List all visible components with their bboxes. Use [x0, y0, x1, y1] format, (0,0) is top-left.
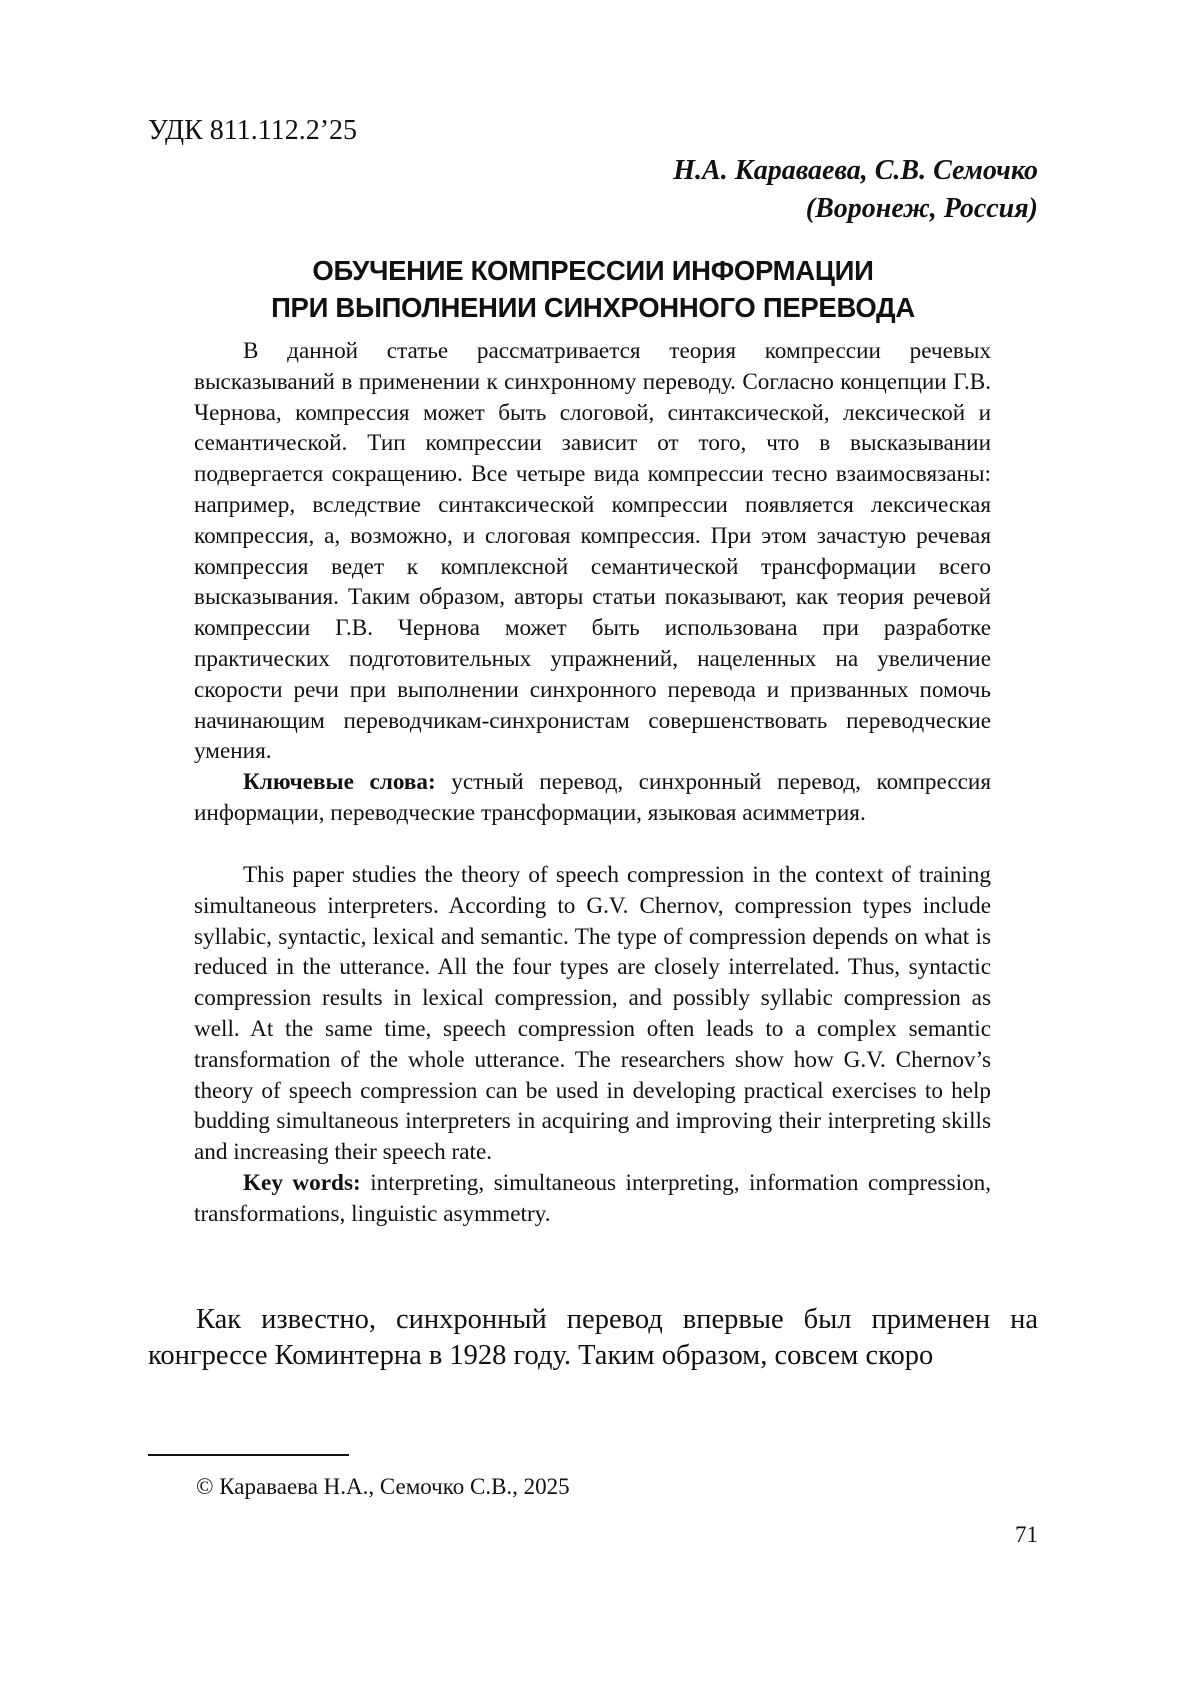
title-line-2: ПРИ ВЫПОЛНЕНИИ СИНХРОННОГО ПЕРЕВОДА	[148, 289, 1038, 326]
article-title	[148, 252, 1038, 326]
keywords-en-label: Key words:	[243, 1170, 361, 1196]
article-page	[0, 0, 1200, 1703]
authors-location: (Воронеж, Россия)	[560, 190, 1038, 228]
page-number: 71	[1015, 1520, 1038, 1550]
udk-code: УДК 811.112.2’25	[148, 114, 357, 148]
abstract-ru-text: В данной статье рассматривается теория компрессии речевых высказываний в применении к синхронному переводу. Согласно концепции Г.В. Чернова, компрессия может быть слоговой, синтаксической, лексической и семантической. Тип компрессии зависит от того, что в высказывании подвергается сокращению. Все четыре вида компрессии тесно взаимосвязаны: например, вследствие синтаксической компрессии появляется лексическая компрессия, а, возможно, и слоговая компрессия. При этом зачастую речевая компрессия ведет к комплексной семантической трансформации всего высказывания. Таким образом, авторы статьи показывают, как теория речевой компрессии Г.В. Чернова может быть использована при разработке практических подготовительных упражнений, нацеленных на увеличение скорости речи при выполнении синхронного перевода и призванных помочь начинающим переводчикам-синхронистам совершенствовать переводческие умения.	[194, 336, 991, 767]
article-body	[148, 1302, 1038, 1374]
keywords-ru	[194, 767, 991, 829]
body-paragraph: Как известно, синхронный перевод впервые был применен на конгрессе Коминтерна в 1928 году. Таким образом, совсем скоро	[148, 1302, 1038, 1374]
abstract-russian	[194, 336, 991, 829]
footnote-divider	[148, 1454, 349, 1456]
copyright-footnote: © Караваева Н.А., Семочко С.В., 2025	[196, 1472, 570, 1502]
keywords-en-list: interpreting, simultaneous interpreting, information compression, transformations, linguistic asymmetry.	[194, 1170, 991, 1227]
abstract-english	[194, 860, 991, 1230]
authors-names: Н.А. Караваева, С.В. Семочко	[560, 152, 1038, 190]
author-block	[560, 152, 1038, 228]
title-line-1: ОБУЧЕНИЕ КОМПРЕССИИ ИНФОРМАЦИИ	[148, 252, 1038, 289]
keywords-en	[194, 1168, 991, 1230]
keywords-ru-label: Ключевые слова:	[243, 769, 436, 795]
keywords-ru-list: устный перевод, синхронный перевод, компрессия информации, переводческие трансформации, языковая асимметрия.	[194, 769, 991, 826]
abstract-en-text: This paper studies the theory of speech compression in the context of training simultaneous interpreters. According to G.V. Chernov, compression types include syllabic, syntactic, lexical and semantic. The type of compression depends on what is reduced in the utterance. All the four types are closely interrelated. Thus, syntactic compression results in lexical compression, and possibly syllabic compression as well. At the same time, speech compression often leads to a complex semantic transformation of the whole utterance. The researchers show how G.V. Chernov’s theory of speech compression can be used in developing practical exercises to help budding simultaneous interpreters in acquiring and improving their interpreting skills and increasing their speech rate.	[194, 860, 991, 1168]
